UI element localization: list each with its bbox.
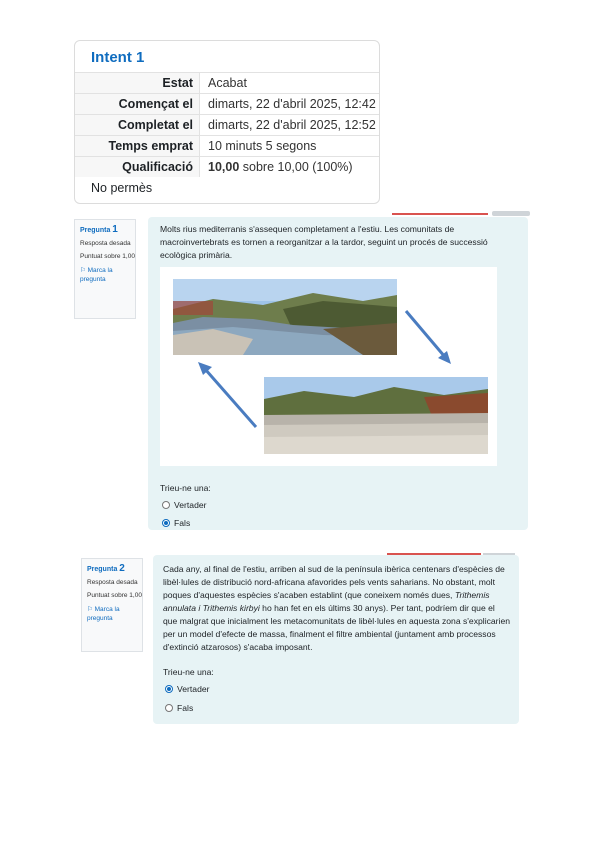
row-value: 10 minuts 5 segons xyxy=(200,136,380,157)
answer-prompt: Trieu-ne una: xyxy=(163,667,214,677)
review-permission: No permès xyxy=(91,181,153,195)
option-false[interactable]: Fals xyxy=(162,518,190,528)
answer-prompt: Trieu-ne una: xyxy=(160,483,211,493)
summary-row-time xyxy=(75,136,379,157)
highlight-bar-gray xyxy=(483,553,515,555)
summary-table xyxy=(75,72,379,177)
question-points: Puntuat sobre 1,00 xyxy=(80,253,135,260)
grade-rest: sobre 10,00 (100%) xyxy=(239,160,353,174)
grade-value xyxy=(200,157,380,178)
question-text: Cada any, al final de l'estiu, arriben al sud de la península ibèrica centenars d'espècies de libèl·lules de distribució nord-africana afavorides pels vents saharians. No obstant, molt poques d'aquestes espècies s'acaben establint (que coneixem només dues, Trithemis annulata i Trithemis kirbyi ho han fet en els últims 30 anys). Per tant, podríem dir que el que malgrat que inicialment les metacomunitats de libèl·lules en aquesta zona s'explicarien per un model d'efecte de massa, finalment el filtre ambiental (juntament amb processos d'extinció atzarosos) s'acaba imposant. xyxy=(163,564,511,652)
question-status: Resposta desada xyxy=(80,240,131,247)
option-true[interactable]: Vertader xyxy=(165,684,210,694)
radio-button-selected[interactable] xyxy=(162,519,170,527)
radio-button[interactable] xyxy=(162,501,170,509)
row-value: dimarts, 22 d'abril 2025, 12:42 xyxy=(200,94,380,115)
radio-button-selected[interactable] xyxy=(165,685,173,693)
summary-row-completed xyxy=(75,115,379,136)
question-2-content xyxy=(153,555,519,724)
flag-icon: ⚐ xyxy=(87,606,93,613)
summary-row-started xyxy=(75,94,379,115)
row-label: Començat el xyxy=(75,94,200,115)
question-1-info xyxy=(74,219,136,319)
question-points: Puntuat sobre 1,00 xyxy=(87,592,142,599)
highlight-bar-gray xyxy=(492,211,530,216)
arrow-up-left-icon xyxy=(198,362,256,427)
succession-arrows xyxy=(160,267,497,466)
question-2-info xyxy=(81,558,143,652)
row-value: Acabat xyxy=(200,73,380,94)
attempt-summary xyxy=(74,40,380,204)
question-number: Pregunta 2 xyxy=(87,563,125,574)
arrow-down-right-icon xyxy=(406,311,451,364)
radio-button[interactable] xyxy=(165,704,173,712)
question-status: Resposta desada xyxy=(87,579,138,586)
question-1-content xyxy=(148,217,528,530)
option-false[interactable]: Fals xyxy=(165,703,193,713)
attempt-title: Intent 1 xyxy=(91,49,145,66)
question-number: Pregunta 1 xyxy=(80,224,118,235)
grade-score: 10,00 xyxy=(208,160,240,174)
succession-figure xyxy=(160,267,497,466)
row-label: Qualificació xyxy=(75,157,200,178)
row-label: Estat xyxy=(75,73,200,94)
option-true[interactable]: Vertader xyxy=(162,500,207,510)
flag-icon: ⚐ xyxy=(80,267,86,274)
summary-row-grade xyxy=(75,157,379,178)
flag-question-link[interactable]: ⚐ Marca la pregunta xyxy=(87,606,120,622)
row-value: dimarts, 22 d'abril 2025, 12:52 xyxy=(200,115,380,136)
question-text: Molts rius mediterranis s'assequen completament a l'estiu. Les comunitats de macroinvertebrats es tornen a reorganitzar a la tardor, seguint un procés de successió ecològica primària. xyxy=(160,224,488,260)
highlight-bar xyxy=(387,553,481,555)
summary-row-state xyxy=(75,73,379,94)
highlight-bar xyxy=(392,213,488,215)
row-label: Temps emprat xyxy=(75,136,200,157)
row-label: Completat el xyxy=(75,115,200,136)
flag-question-link[interactable]: ⚐ Marca la pregunta xyxy=(80,267,113,283)
